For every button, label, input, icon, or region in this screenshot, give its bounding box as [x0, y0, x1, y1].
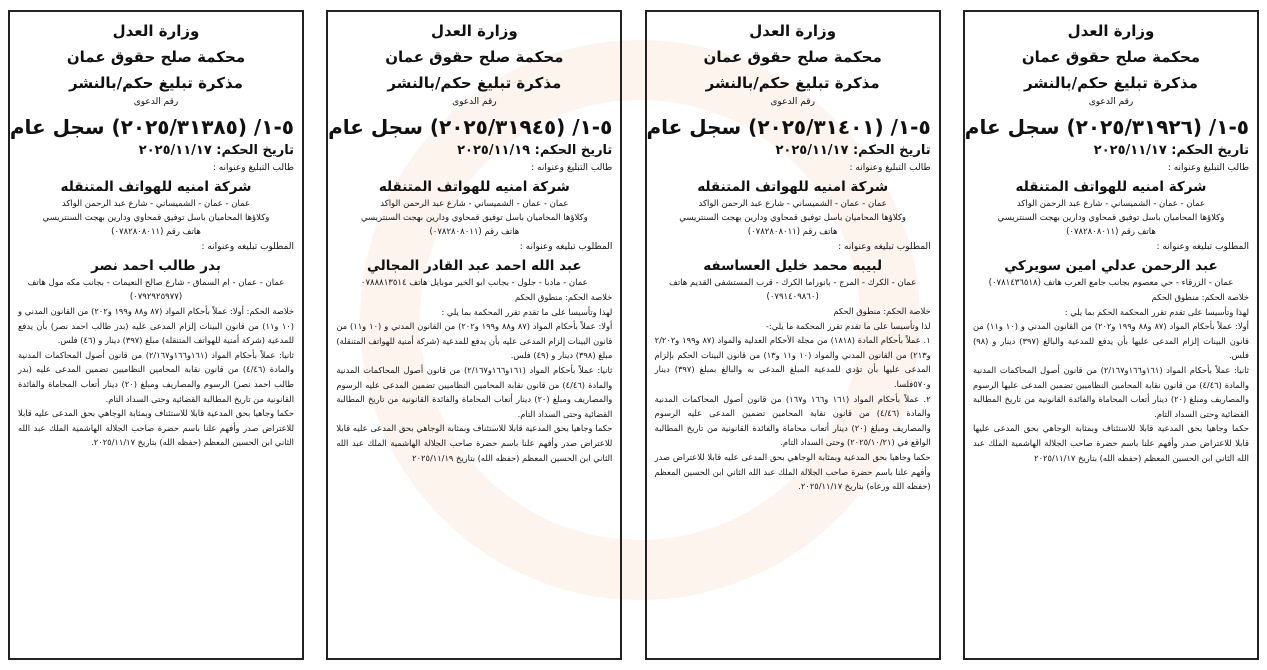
requester-name: شركة امنيه للهواتف المتنقله — [378, 179, 570, 195]
case-label: رقم الدعوى — [770, 97, 815, 107]
requester-label: طالب التبليغ وعنوانه : — [849, 163, 931, 173]
requester-phone: هاتف رقم (٠٧٨٢٨٠٨٠١١) — [1066, 227, 1156, 237]
case-number: ٥-١/ (٢٠٢٥/٣١٩٢٦) سجل عام — [964, 115, 1249, 139]
respondent-label: المطلوب تبليغه وعنوانه : — [519, 242, 613, 252]
judgment-date: تاريخ الحكم: ٢٠٢٥/١١/١٩ — [457, 143, 613, 158]
requester-address: عمان - عمان - الشميساني - شارع عبد الرحمن الواكد — [1016, 199, 1206, 209]
requester-name: شركة امنيه للهواتف المتنقله — [60, 179, 252, 195]
requester-label: طالب التبليغ وعنوانه : — [531, 163, 613, 173]
requester-name: شركة امنيه للهواتف المتنقله — [1015, 179, 1207, 195]
court-name: محكمة صلح حقوق عمان — [703, 48, 882, 66]
respondent-address: عمان - عمان - ام السماق - شارع صالح النعيمات - بجانب مكه مول هاتف (٠٧٩٢٩٢٥٩٧٧) — [27, 278, 285, 302]
judgment-body: خلاصة الحكم: منطوق الحكم لهذا وتأسيسا على ما تقدم تقرر المحكمة بما يلي : أولا: عملاً بأحكام المواد (٨٧ و٨٨ و١٩٩ و٢٠٢) من القانون المدني و (١٠ و١١) من قانون البينات إلزام المدعى عليه بأن يدفع للمدعية (شركة أمنية للهواتف المتنقلة) مبلغ (٣٩٨) دينار و (٤٩) فلس. ثانيا: عملاً بأحكام المواد (١٦١و١٦٦و٢/١٦٧) من قانون أصول المحاكمات المدنية والمادة (٤/٤٦) من قانون نقابة المحامين النظاميين تضمين المدعى عليه الرسوم والمصاريف ومبلغ (٢٠) دينار أتعاب المحاماة والفائدة القانونية من تاريخ المطالبة القضائية وحتى السداد التام. حكما وجاهيا بحق المدعية قابلا للاستئناف وبمثابة الوجاهي بحق المدعى عليه قابلا للاعتراض صدر وأفهم علنا باسم حضرة صاحب الجلالة الهاشمية الملك عبد الله الثاني ابن الحسين المعظم (حفظه الله) بتاريخ ٢٠٢٥/١١/١٩ — [336, 292, 613, 463]
document-type: مذكرة تبليغ حكم/بالنشر — [387, 74, 562, 92]
respondent-label: المطلوب تبليغه وعنوانه : — [201, 242, 294, 252]
case-label: رقم الدعوى — [133, 97, 179, 107]
court-name: محكمة صلح حقوق عمان — [1021, 48, 1201, 66]
requester-label: طالب التبليغ وعنوانه : — [212, 163, 294, 173]
judgment-date: تاريخ الحكم: ٢٠٢٥/١١/١٧ — [1093, 143, 1249, 158]
respondent-label: المطلوب تبليغه وعنوانه : — [1156, 242, 1249, 252]
respondent-name: بدر طالب احمد نصر — [91, 258, 221, 274]
ministry-title: وزارة العدل — [1067, 22, 1155, 40]
requester-agents: وكلاؤها المحاميان باسل توفيق قمحاوي ودارين بهجت السنتريسي — [360, 213, 588, 223]
document-type: مذكرة تبليغ حكم/بالنشر — [1024, 74, 1198, 92]
judgment-body: خلاصة الحكم: منطوق الحكم لهذا وتأسيسا على تقدم تقرر المحكمة الحكم بما يلي : أولا: عملاً بأحكام المواد (٨٧ و٨٨ و١٩٩ و٢٠٢) من القانون المدني و (١٠ و١١) من قانون البينات إلزام المدعى عليها بأن يدفع للمدعية والبالغ (٣٩٧) دينار و (٩٨) فلس. ثانيا: عملاً بأحكام المواد (١٦١و١٦٦و٢/١٦٧) من قانون أصول المحاكمات المدنية والمادة (٤/٤٦) من قانون نقابة المحامين النظاميين تضمين المدعى عليها الرسوم والمصاريف ومبلغ (٢٠) دينار أتعاب المحاماة والفائدة القانونية من تاريخ المطالبة القضائية وحتى السداد التام. حكما وجاهيا بحق المدعية قابلا للاستئناف وبمثابة الوجاهي بحق المدعى عليها قابلا للاعتراض صدر وأفهم علنا باسم حضرة صاحب الجلالة الهاشمية الملك عبد الله الثاني ابن الحسين المعظم (حفظه الله) بتاريخ ٢٠٢٥/١١/١٧ — [972, 292, 1249, 463]
court-name: محكمة صلح حقوق عمان — [66, 48, 246, 66]
requester-phone: هاتف رقم (٠٧٨٢٨٠٨٠١١) — [747, 227, 838, 237]
requester-phone: هاتف رقم (٠٧٨٢٨٠٨٠١١) — [111, 227, 201, 237]
ministry-title: وزارة العدل — [749, 22, 837, 40]
document-type: مذكرة تبليغ حكم/بالنشر — [69, 74, 243, 92]
requester-agents: وكلاؤها المحاميان باسل توفيق قمحاوي ودارين بهجت السنتريسي — [679, 213, 906, 223]
respondent-name: عبد الله احمد عبد القادر المجالي — [367, 258, 582, 274]
respondent-name: عبد الرحمن عدلي امين سويركي — [1004, 258, 1218, 274]
respondent-label: المطلوب تبليغه وعنوانه : — [838, 242, 931, 252]
judgment-date: تاريخ الحكم: ٢٠٢٥/١١/١٧ — [775, 143, 931, 158]
ministry-title: وزارة العدل — [430, 22, 518, 40]
case-label: رقم الدعوى — [1088, 97, 1134, 107]
case-number: ٥-١/ (٢٠٢٥/٣١٤٠١) سجل عام — [646, 115, 931, 139]
respondent-address: عمان - الزرقاء - حي معصوم بجانب جامع العرب هاتف (٠٧٨١٤٣٦٥١٨) — [988, 278, 1234, 288]
respondent-name: لبيبه محمد خليل العساسفه — [703, 258, 883, 274]
judgment-date: تاريخ الحكم: ٢٠٢٥/١١/١٧ — [138, 143, 294, 158]
respondent-address: عمان - الكرك - المرج - بانوراما الكرك - قرب المستشفى القديم هاتف (٠٧٩١٤٠٩٨٦٠) — [669, 278, 917, 302]
requester-agents: وكلاؤها المحاميان باسل توفيق قمحاوي ودارين بهجت السنتريسي — [42, 213, 270, 223]
judgment-body: خلاصة الحكم: أولا: عملاً بأحكام المواد (٨٧ و٨٨ و١٩٩ و٢٠٢) من القانون المدني و (١٠ و١١) من قانون البينات إلزام المدعى عليه (بدر طالب احمد نصر) بأن يدفع للمدعية (شركة أمنية للهواتف المتنقلة) مبلغ (٣٩٧) دينار و (٤٦) فلس. ثانيا: عملاً بأحكام المواد (١٦١و١٦٦و٢/١٦٧) من قانون أصول المحاكمات المدنية والمادة (٤/٤٦) من قانون نقابة المحامين النظاميين تضمين المدعى عليه (بدر طالب احمد نصر) الرسوم والمصاريف ومبلغ (٢٠) دينار أتعاب المحاماة والفائدة القانونية من تاريخ المطالبة القضائية وحتى السداد التام. حكما وجاهيا بحق المدعية قابلا للاستئناف وبمثابة الوجاهي بحق المدعى عليه قابلا للاعتراض صدر وأفهم علنا باسم حضرة صاحب الجلالة الهاشمية الملك عبد الله الثاني ابن الحسين المعظم (حفظه الله) بتاريخ ٢٠٢٥/١١/١٧. — [18, 306, 294, 448]
respondent-address: عمان - مادبا - جلول - بجانب ابو الخير موبايل هاتف ٠٧٨٨٨١٣٥١٤ — [360, 278, 588, 288]
requester-address: عمان - عمان - الشميساني - شارع عبد الرحمن الواكد — [698, 199, 887, 209]
requester-address: عمان - عمان - الشميساني - شارع عبد الرحمن الواكد — [380, 199, 569, 209]
judgment-body: خلاصة الحكم: منطوق الحكم لذا وتأسيسا على ما تقدم تقرر المحكمة ما يلي:- ١. عملاً بأحكام المادة (١٨١٨) من مجلة الأحكام العدلية والمواد (٨٧ و١٩٩ و٢/٢٠٢ و٢١٣) من القانون المدني والمواد (١٠ و١١ و١٣) من قانون البينات الحكم بإلزام المدعى عليها بأن تؤدي للمدعية المبلغ المدعى به والبالغ بمبلغ (٣٩٧) دينار و٥٧٠فلسا. ٢. عملاً بأحكام المواد (١٦١ و١٦٦ و١٦٧) من قانون أصول المحاكمات المدنية والمادة (٤/٤٦) من قانون نقابة المحامين تضمين المدعى عليه الرسوم والمصاريف ومبلغ (٢٠) دينار أتعاب محاماة والفائدة القانونية من تاريخ المطالبة الواقع في (٢٠٢٥/١٠/٢١) وحتى السداد التام. حكما وجاهيا بحق المدعية وبمثابة الوجاهي بحق المدعى عليه قابلا للاعتراض صدر وأفهم علنا باسم حضرة صاحب الجلالة الملك عبد الله الثاني ابن الحسين المعظم (حفظه الله ورعاه) بتاريخ ٢٠٢٥/١١/١٧. — [654, 306, 931, 492]
case-label: رقم الدعوى — [452, 97, 497, 107]
court-name: محكمة صلح حقوق عمان — [385, 48, 564, 66]
requester-agents: وكلاؤها المحاميان باسل توفيق قمحاوي ودارين بهجت السنتريسي — [997, 213, 1225, 223]
ministry-title: وزارة العدل — [112, 22, 200, 40]
court-notice — [326, 10, 622, 660]
case-number: ٥-١/ (٢٠٢٥/٣١٩٤٥) سجل عام — [328, 115, 613, 139]
requester-name: شركة امنيه للهواتف المتنقله — [697, 179, 889, 195]
case-number: ٥-١/ (٢٠٢٥/٣١٣٨٥) سجل عام — [9, 115, 294, 139]
court-notice — [8, 10, 304, 660]
document-type: مذكرة تبليغ حكم/بالنشر — [705, 74, 880, 92]
requester-phone: هاتف رقم (٠٧٨٢٨٠٨٠١١) — [429, 227, 520, 237]
requester-address: عمان - عمان - الشميساني - شارع عبد الرحمن الواكد — [61, 199, 251, 209]
court-notice — [963, 10, 1259, 660]
court-notice — [645, 10, 941, 660]
requester-label: طالب التبليغ وعنوانه : — [1167, 163, 1249, 173]
